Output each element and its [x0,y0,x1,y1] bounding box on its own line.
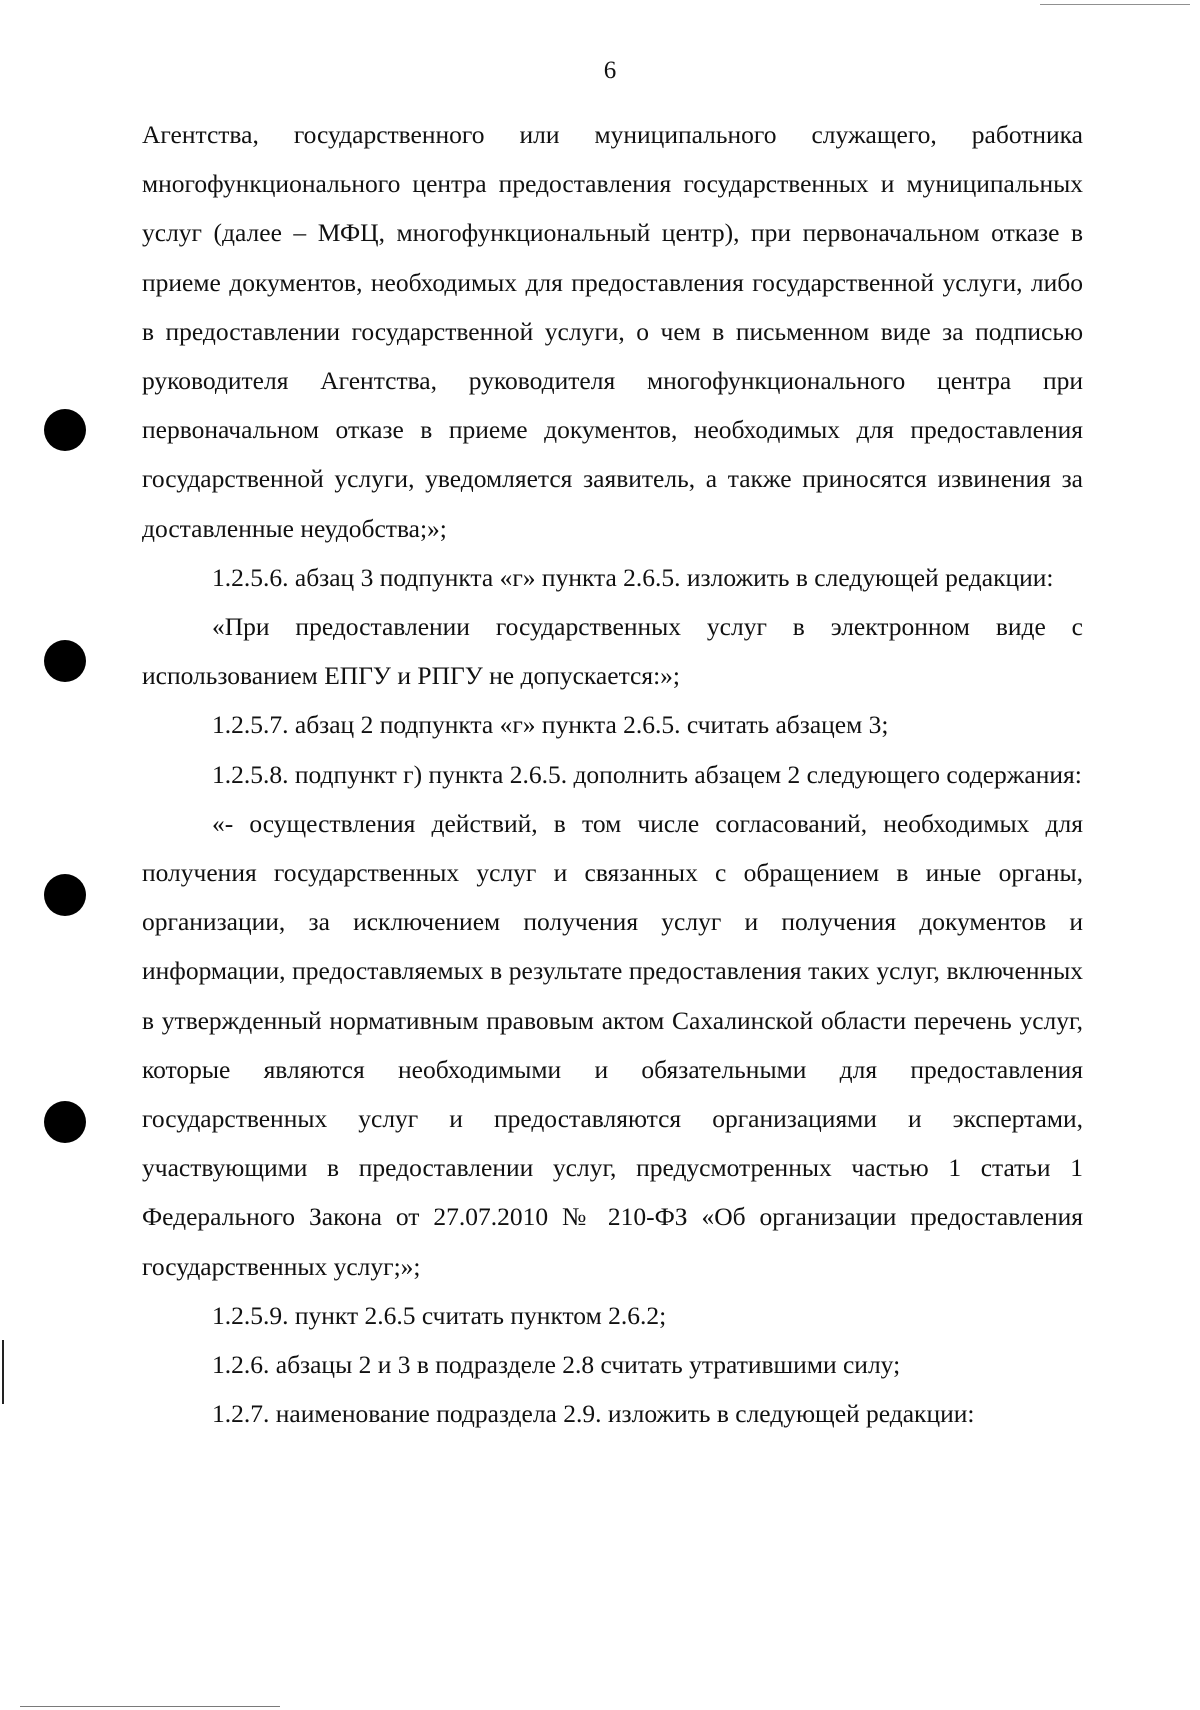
binder-hole-3 [44,874,86,916]
document-body [142,110,1083,1438]
paragraph-9: 1.2.7. наименование подраздела 2.9. изложить в следующей редакции: [212,1399,975,1429]
scan-edge-mark-top [1040,4,1190,5]
paragraph-2: 1.2.5.6. абзац 3 подпункта «г» пункта 2.6.5. изложить в следующей редакции: [212,562,1054,592]
paragraph-6: «- осуществления действий, в том числе согласований, необходимых для получения государственных услуг и связанных с обращением в иные органы, организации, за исключением получения услуг и получения документов и информации, предоставляемых в результате предоставления таких услуг, включенных в утвержденный нормативным правовым актом Сахалинской области перечень услуг, которые являются необходимыми и обязательными для предоставления государственных услуг и предоставляются организациями и экспертами, участвующими в предоставлении услуг, предусмотренных частью 1 статьи 1 Федерального Закона от 27.07.2010 № 210-ФЗ «Об организации предоставления государственных услуг;»; [142,808,1083,1281]
binder-hole-4 [44,1101,86,1143]
page-number: 6 [603,57,617,84]
scan-edge-mark-left [2,1340,4,1404]
paragraph-8: 1.2.6. абзацы 2 и 3 в подразделе 2.8 считать утратившими силу; [212,1350,901,1380]
paragraph-5: 1.2.5.8. подпункт г) пункта 2.6.5. дополнить абзацем 2 следующего содержания: [212,759,1082,789]
paragraph-4: 1.2.5.7. абзац 2 подпункта «г» пункта 2.6.5. считать абзацем 3; [212,710,889,740]
paragraph-3: «При предоставлении государственных услуг в электронном виде с использованием ЕПГУ и РПГУ не допускается:»; [142,612,1083,691]
binder-hole-2 [44,640,86,682]
binder-hole-1 [44,409,86,451]
scan-edge-mark-bottom [20,1706,280,1707]
paragraph-1: Агентства, государственного или муниципального служащего, работника многофункционального центра предоставления государственных и муниципальных услуг (далее – МФЦ, многофункциональный центр), при первоначальном отказе в приеме документов, необходимых для предоставления государственной услуги, либо в предоставлении государственной услуги, о чем в письменном виде за подписью руководителя Агентства, руководителя многофункционального центра при первоначальном отказе в приеме документов, необходимых для предоставления государственной услуги, уведомляется заявитель, а также приносятся извинения за доставленные неудобства;»; [142,120,1083,543]
paragraph-7: 1.2.5.9. пункт 2.6.5 считать пунктом 2.6.2; [212,1300,667,1330]
